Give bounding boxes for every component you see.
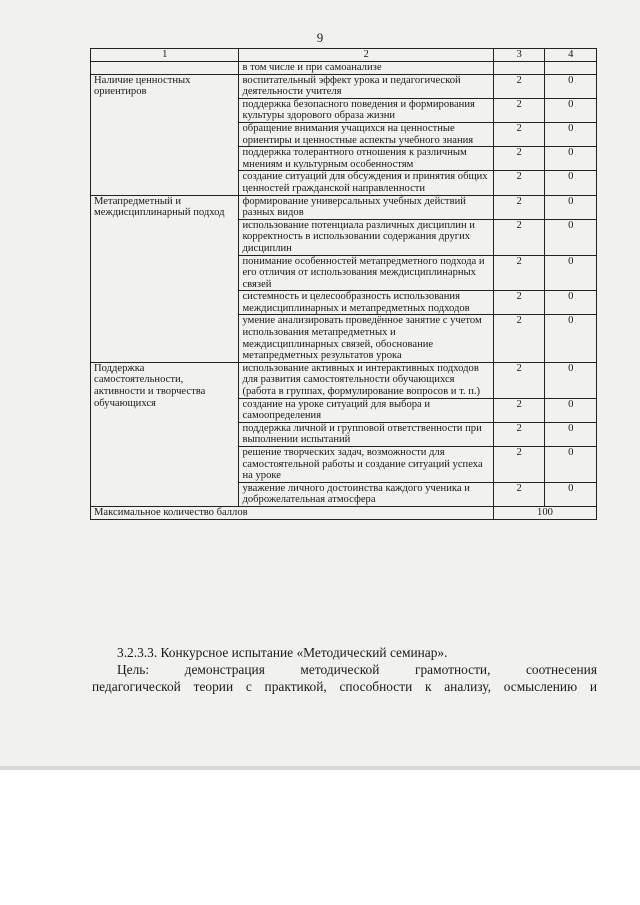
criterion-cell: Метапредметный и междисциплинарный подход xyxy=(91,195,239,362)
min-score-cell: 0 xyxy=(545,219,597,255)
max-score-cell: 2 xyxy=(493,219,545,255)
min-score-cell: 0 xyxy=(545,315,597,362)
max-score-cell: 2 xyxy=(493,291,545,315)
max-score-cell: 2 xyxy=(493,255,545,291)
indicator-cell: формирование универсальных учебных действий разных видов xyxy=(239,195,494,219)
min-score-cell: 0 xyxy=(545,482,597,506)
criteria-table xyxy=(90,48,597,520)
max-score-cell: 2 xyxy=(493,315,545,362)
goal-line-1: Цель: демонстрация методической грамотности, соотнесения xyxy=(117,662,597,677)
indicator-cell: создание на уроке ситуаций для выбора и самоопределения xyxy=(239,398,494,422)
min-score-cell: 0 xyxy=(545,171,597,195)
max-score-cell: 2 xyxy=(493,422,545,446)
indicator-cell: использование активных и интерактивных подходов для развития самостоятельности обучающихся (работа в группах, формулирование вопросов и т. п.) xyxy=(239,362,494,398)
continued-indicator-cell: в том числе и при самоанализе xyxy=(239,62,494,75)
min-score-cell: 0 xyxy=(545,362,597,398)
min-score-cell: 0 xyxy=(545,98,597,122)
total-label: Максимальное количество баллов xyxy=(91,506,494,519)
indicator-cell: создание ситуаций для обсуждения и принятия общих ценностей гражданской направленности xyxy=(239,171,494,195)
continued-row xyxy=(91,62,597,75)
goal-line-2: педагогической теории с практикой, способности к анализу, осмыслению и xyxy=(92,679,597,694)
max-score-cell: 2 xyxy=(493,122,545,146)
min-score-cell: 0 xyxy=(545,398,597,422)
total-value: 100 xyxy=(493,506,596,519)
header-col-1: 1 xyxy=(91,49,239,62)
max-score-cell: 2 xyxy=(493,98,545,122)
indicator-cell: уважение личного достоинства каждого ученика и доброжелательная атмосфера xyxy=(239,482,494,506)
indicator-cell: использование потенциала различных дисциплин и корректность в использовании содержания других дисциплин xyxy=(239,219,494,255)
min-score-cell: 0 xyxy=(545,255,597,291)
min-score-cell: 0 xyxy=(545,122,597,146)
min-score-cell: 0 xyxy=(545,291,597,315)
criterion-cell: Наличие ценностных ориентиров xyxy=(91,74,239,195)
max-score-cell: 2 xyxy=(493,74,545,98)
table-row xyxy=(91,362,597,398)
table-row xyxy=(91,195,597,219)
indicator-cell: понимание особенностей метапредметного подхода и его отличия от использования междисциплинарных связей xyxy=(239,255,494,291)
continued-criterion-cell xyxy=(91,62,239,75)
page-number: 9 xyxy=(316,30,324,45)
max-score-cell: 2 xyxy=(493,195,545,219)
max-score-cell: 2 xyxy=(493,447,545,483)
max-score-cell: 2 xyxy=(493,362,545,398)
indicator-cell: решение творческих задач, возможности для самостоятельной работы и создание ситуаций успеха на уроке xyxy=(239,447,494,483)
min-score-cell: 0 xyxy=(545,195,597,219)
indicator-cell: системность и целесообразность использования междисциплинарных и метапредметных подходов xyxy=(239,291,494,315)
header-col-2: 2 xyxy=(239,49,494,62)
max-score-cell: 2 xyxy=(493,171,545,195)
indicator-cell: поддержка безопасного поведения и формирования культуры здорового образа жизни xyxy=(239,98,494,122)
table-row xyxy=(91,74,597,98)
continued-score-cell xyxy=(493,62,545,75)
max-score-cell: 2 xyxy=(493,398,545,422)
min-score-cell: 0 xyxy=(545,74,597,98)
table-header-row xyxy=(91,49,597,62)
min-score-cell: 0 xyxy=(545,447,597,483)
min-score-cell: 0 xyxy=(545,147,597,171)
criterion-cell: Поддержка самостоятельности, активности и творчества обучающихся xyxy=(91,362,239,506)
page-edge xyxy=(0,766,640,770)
min-score-cell: 0 xyxy=(545,422,597,446)
max-score-cell: 2 xyxy=(493,147,545,171)
indicator-cell: умение анализировать проведённое занятие с учетом использования метапредметных и междисциплинарных связей, обоснование метапредметных результатов урока xyxy=(239,315,494,362)
continued-min-cell xyxy=(545,62,597,75)
header-col-4: 4 xyxy=(545,49,597,62)
header-col-3: 3 xyxy=(493,49,545,62)
indicator-cell: воспитательный эффект урока и педагогической деятельности учителя xyxy=(239,74,494,98)
max-score-cell: 2 xyxy=(493,482,545,506)
indicator-cell: поддержка личной и групповой ответственности при выполнении испытаний xyxy=(239,422,494,446)
section-heading: 3.2.3.3. Конкурсное испытание «Методический семинар». xyxy=(117,645,448,660)
indicator-cell: поддержка толерантного отношения к различным мнениям и культурным особенностям xyxy=(239,147,494,171)
total-row xyxy=(91,506,597,519)
indicator-cell: обращение внимания учащихся на ценностные ориентиры и ценностные аспекты учебного знания xyxy=(239,122,494,146)
